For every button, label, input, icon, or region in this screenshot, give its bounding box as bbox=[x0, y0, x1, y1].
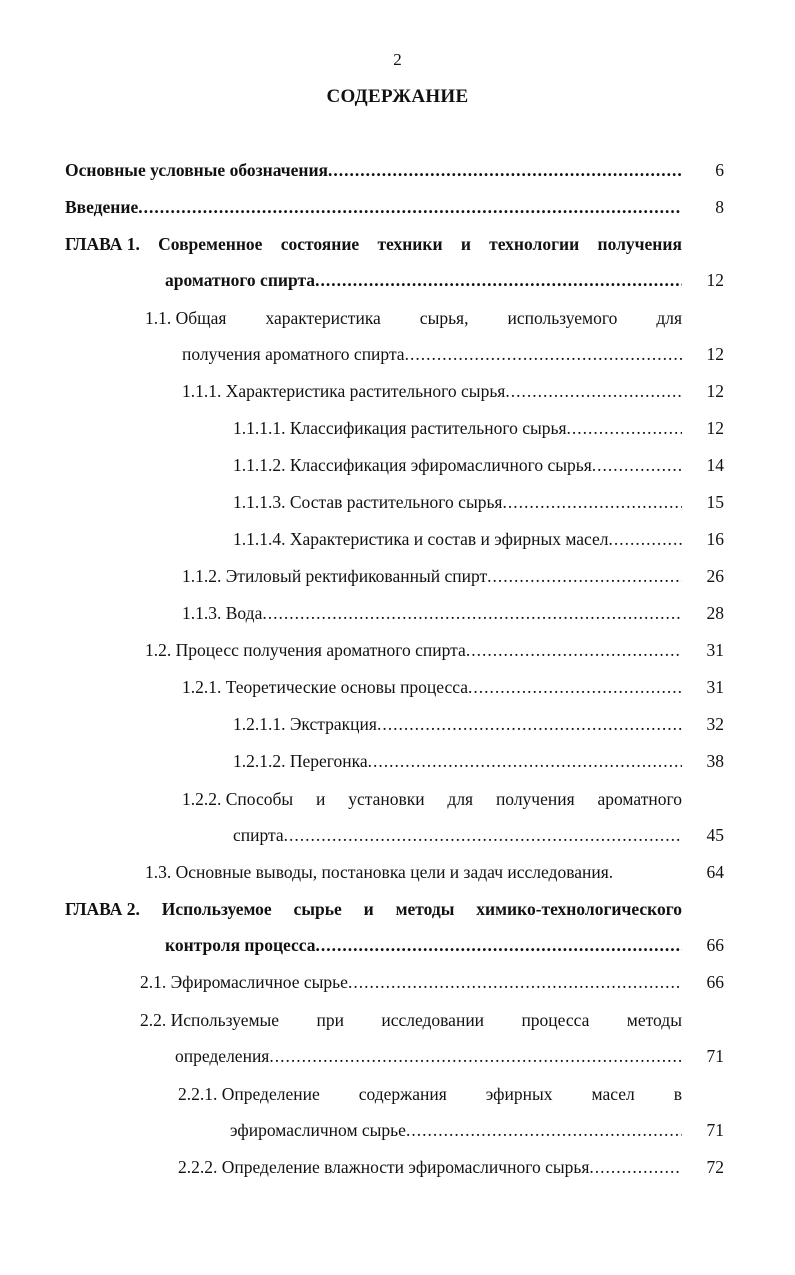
toc-entry-label: 1.2.1. Теоретические основы процесса bbox=[182, 677, 469, 697]
toc-page-number: 31 bbox=[706, 640, 724, 660]
toc-entry bbox=[65, 195, 682, 219]
toc-page-number: 66 bbox=[706, 972, 724, 992]
toc-entry bbox=[233, 823, 682, 847]
toc-entry bbox=[140, 970, 682, 994]
toc-entry bbox=[233, 416, 682, 440]
toc-entry: 1.2.2. Способы и установки для получения ароматного bbox=[182, 789, 682, 809]
toc-entry-label: 1.1.3. Вода bbox=[182, 603, 263, 623]
toc-page-number: 66 bbox=[706, 935, 724, 955]
toc-entry bbox=[182, 342, 682, 366]
page-title: СОДЕРЖАНИЕ bbox=[326, 86, 469, 107]
toc-entry-label: эфиромасличном сырье bbox=[230, 1120, 406, 1140]
toc-entry-label: 2.2.2. Определение влажности эфиромасличного сырья bbox=[178, 1157, 590, 1177]
toc-page-number: 16 bbox=[706, 529, 724, 549]
toc-entry-label: 1.1.1.4. Характеристика и состав и эфирных масел bbox=[233, 529, 609, 549]
toc-entry-label: 1.1.1. Характеристика растительного сырья bbox=[182, 381, 506, 401]
toc-page-number: 6 bbox=[715, 160, 724, 180]
toc-entry bbox=[233, 490, 682, 514]
toc-entry-label: ароматного спирта bbox=[165, 270, 316, 290]
toc-entry: 2.2. Используемые при исследовании процесса методы bbox=[140, 1010, 682, 1030]
toc-entry bbox=[233, 712, 682, 736]
toc-entry-label: определения bbox=[175, 1046, 270, 1066]
toc-entry bbox=[233, 453, 682, 477]
toc-entry-label: Основные условные обозначения bbox=[65, 160, 329, 180]
toc-page-number: 12 bbox=[706, 270, 724, 290]
toc-entry-label: 1.2.1.2. Перегонка bbox=[233, 751, 368, 771]
toc-entry: 2.2.1. Определение содержания эфирных масел в bbox=[178, 1084, 682, 1104]
toc-page-number: 12 bbox=[706, 344, 724, 364]
toc-entry bbox=[182, 564, 682, 588]
toc-entry bbox=[178, 1155, 682, 1179]
toc-entry bbox=[182, 675, 682, 699]
toc-entry bbox=[175, 1044, 682, 1068]
toc-entry bbox=[165, 933, 682, 957]
toc-entry bbox=[233, 749, 682, 773]
toc-page-number: 71 bbox=[706, 1120, 724, 1140]
toc-page-number: 31 bbox=[706, 677, 724, 697]
toc-page-number: 15 bbox=[706, 492, 724, 512]
toc-page-number: 32 bbox=[706, 714, 724, 734]
toc-page-number: 12 bbox=[706, 418, 724, 438]
toc-entry-label: спирта bbox=[233, 825, 284, 845]
toc-entry-label: 1.1.1.1. Классификация растительного сырья bbox=[233, 418, 567, 438]
toc-entry bbox=[145, 860, 682, 884]
toc-page-number: 71 bbox=[706, 1046, 724, 1066]
toc-entry-label: 1.1.2. Этиловый ректификованный спирт bbox=[182, 566, 488, 586]
toc-page-number: 72 bbox=[706, 1157, 724, 1177]
page-number: 2 bbox=[393, 50, 402, 69]
toc-page-number: 12 bbox=[706, 381, 724, 401]
toc-entry bbox=[182, 379, 682, 403]
toc-page-number: 38 bbox=[706, 751, 724, 771]
toc-entry bbox=[233, 527, 682, 551]
toc-entry-label: 1.3. Основные выводы, постановка цели и задач исследования. bbox=[145, 862, 614, 882]
toc-page-number: 8 bbox=[715, 197, 724, 217]
toc-entry-label: контроля процесса bbox=[165, 935, 316, 955]
toc-page-number: 64 bbox=[706, 862, 724, 882]
toc-page-number: 26 bbox=[706, 566, 724, 586]
toc-chapter-heading: ГЛАВА 2. Используемое сырье и методы химико-технологического bbox=[65, 899, 682, 919]
toc-entry-label: 1.1.1.2. Классификация эфиромасличного сырья bbox=[233, 455, 592, 475]
toc-entry bbox=[145, 638, 682, 662]
toc-entry-label: 1.2.1.1. Экстракция bbox=[233, 714, 377, 734]
toc-entry bbox=[182, 601, 682, 625]
toc-chapter-heading: ГЛАВА 1. Современное состояние техники и технологии получения bbox=[65, 234, 682, 254]
toc-page-number: 14 bbox=[706, 455, 724, 475]
toc-entry bbox=[165, 268, 682, 292]
toc-page-number: 45 bbox=[706, 825, 724, 845]
toc-entry-label: 1.2. Процесс получения ароматного спирта bbox=[145, 640, 466, 660]
toc-entry-label: Введение bbox=[65, 197, 139, 217]
toc-entry: 1.1. Общая характеристика сырья, используемого для bbox=[145, 308, 682, 328]
toc-entry bbox=[230, 1118, 682, 1142]
toc-entry-label: 1.1.1.3. Состав растительного сырья bbox=[233, 492, 503, 512]
toc-page-number: 28 bbox=[706, 603, 724, 623]
toc-entry bbox=[65, 158, 682, 182]
toc-entry-label: получения ароматного спирта bbox=[182, 344, 405, 364]
toc-entry-label: 2.1. Эфиромасличное сырье bbox=[140, 972, 348, 992]
